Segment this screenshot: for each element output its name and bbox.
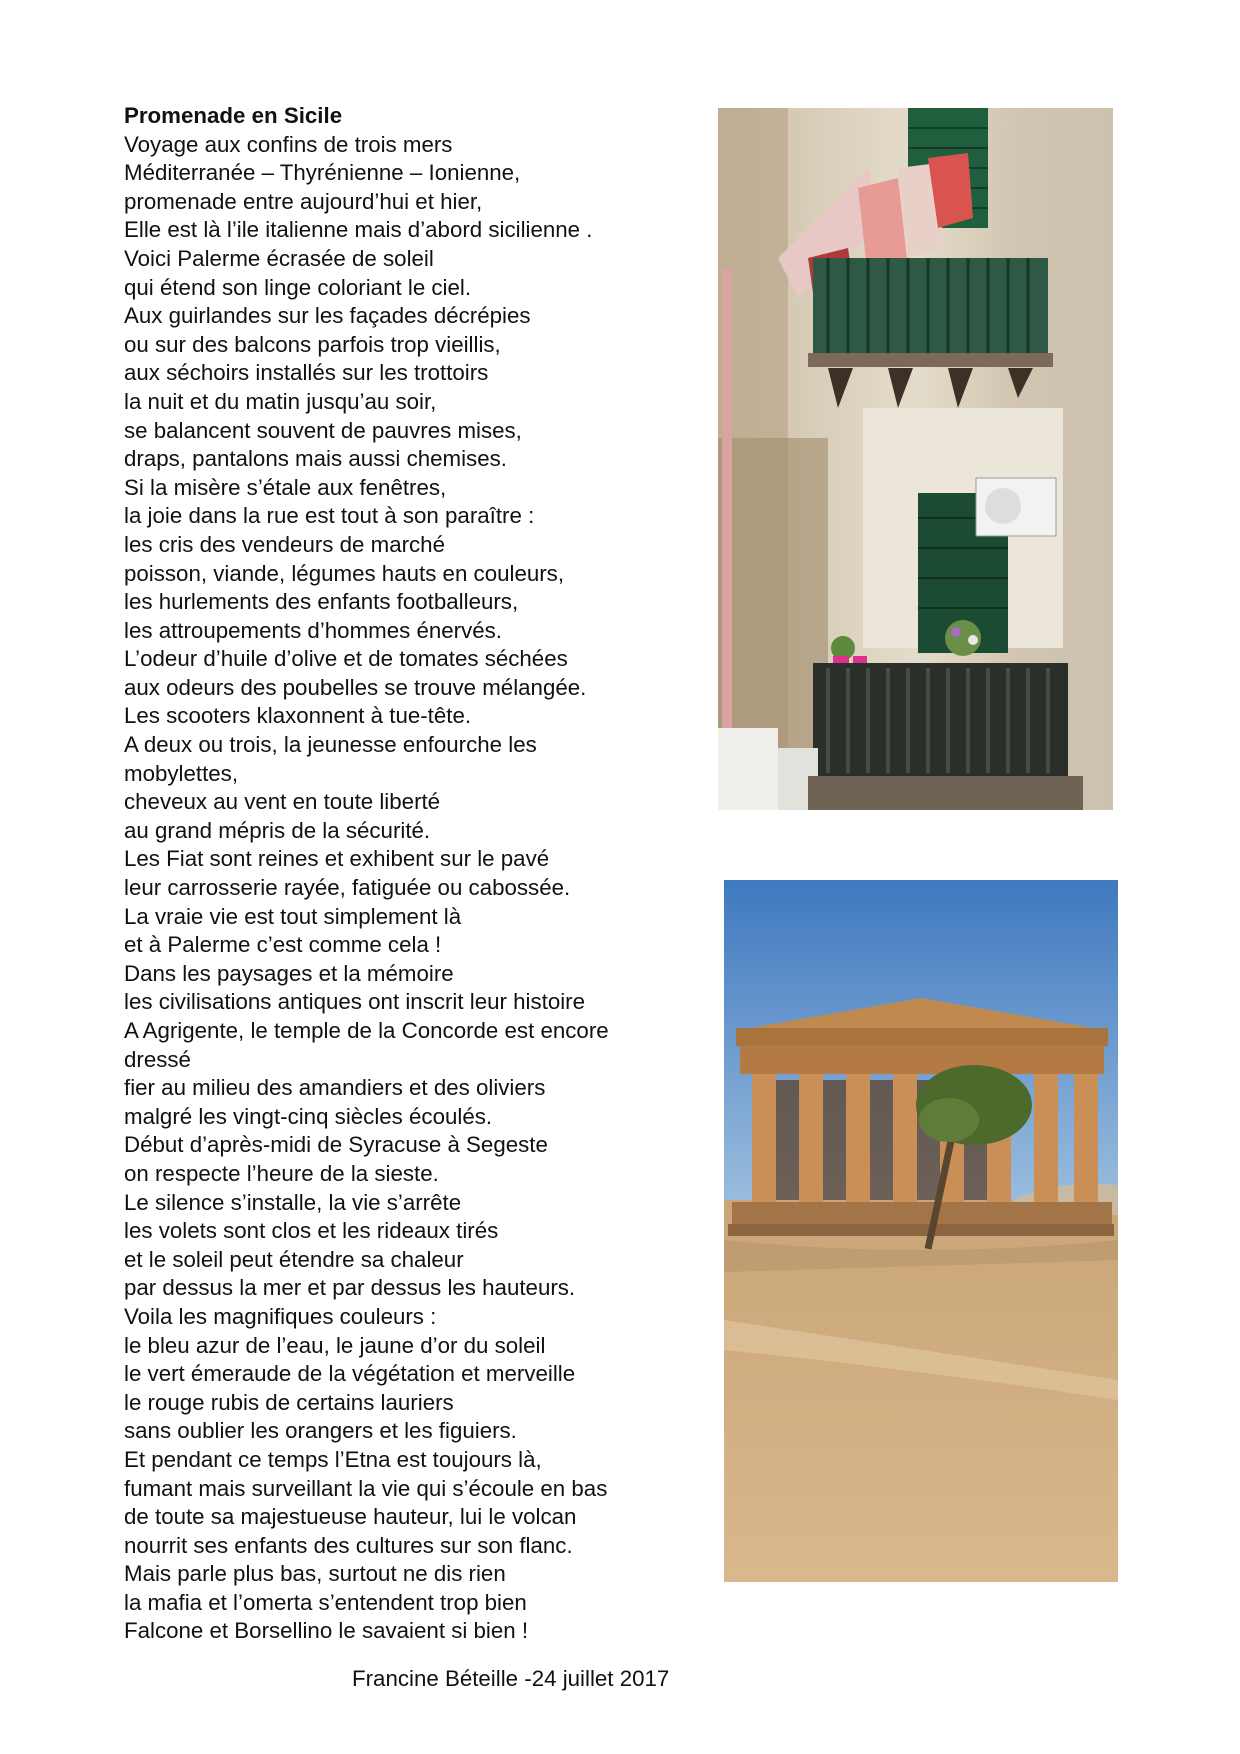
poem-line: se balancent souvent de pauvres mises, [124, 417, 522, 443]
poem-line: Falcone et Borsellino le savaient si bien ! [124, 1618, 529, 1644]
poem-line: L’odeur d’huile d’olive et de tomates séchées [124, 646, 568, 672]
poem-lines [124, 131, 694, 1646]
poem-line: les attroupements d’hommes énervés. [124, 617, 502, 643]
poem-line: Méditerranée – Thyrénienne – Ionienne, [124, 160, 521, 186]
poem-line: la joie dans la rue est tout à son paraître : [124, 503, 535, 529]
poem-line: qui étend son linge coloriant le ciel. [124, 274, 472, 300]
poem-line: poisson, viande, légumes hauts en couleurs, [124, 560, 565, 586]
poem-line: Les Fiat sont reines et exhibent sur le pavé [124, 846, 550, 872]
poem-line: les cris des vendeurs de marché [124, 531, 445, 557]
poem-line: Le silence s’installe, la vie s’arrête [124, 1189, 462, 1215]
poem-line: le vert émeraude de la végétation et merveille [124, 1361, 576, 1387]
poem-line: aux odeurs des poubelles se trouve mélangée. [124, 674, 587, 700]
poem-line: Si la misère s’étale aux fenêtres, [124, 474, 447, 500]
poem-line: mobylettes, [124, 760, 239, 786]
poem-line: cheveux au vent en toute liberté [124, 789, 441, 815]
poem-line: Début d’après-midi de Syracuse à Segeste [124, 1132, 548, 1158]
poem-line: de toute sa majestueuse hauteur, lui le volcan [124, 1504, 577, 1530]
poem-line: Elle est là l’ile italienne mais d’abord sicilienne . [124, 217, 593, 243]
poem-line: aux séchoirs installés sur les trottoirs [124, 360, 489, 386]
poem-line: dressé [124, 1046, 191, 1072]
poem-line: nourrit ses enfants des cultures sur son flanc. [124, 1532, 573, 1558]
poem-line: Voici Palerme écrasée de soleil [124, 245, 434, 271]
poem [124, 102, 694, 1646]
poem-line: sans oublier les orangers et les figuiers. [124, 1418, 517, 1444]
poem-line: le bleu azur de l’eau, le jaune d’or du soleil [124, 1332, 546, 1358]
poem-line: les hurlements des enfants footballeurs, [124, 589, 519, 615]
poem-title: Promenade en Sicile [124, 103, 343, 128]
poem-line: le rouge rubis de certains lauriers [124, 1389, 454, 1415]
poem-line: les volets sont clos et les rideaux tirés [124, 1218, 499, 1244]
poem-line: Voyage aux confins de trois mers [124, 131, 453, 157]
poem-line: par dessus la mer et par dessus les hauteurs. [124, 1275, 576, 1301]
poem-line: promenade entre aujourd’hui et hier, [124, 188, 483, 214]
poem-line: Aux guirlandes sur les façades décrépies [124, 303, 531, 329]
poem-line: A Agrigente, le temple de la Concorde est encore [124, 1018, 609, 1043]
poem-line: A deux ou trois, la jeunesse enfourche les [124, 732, 537, 758]
poem-line: Voila les magnifiques couleurs : [124, 1303, 437, 1329]
poem-line: ou sur des balcons parfois trop vieillis, [124, 331, 501, 357]
poem-line: on respecte l’heure de la sieste. [124, 1160, 439, 1186]
poem-line: Les scooters klaxonnent à tue-tête. [124, 703, 472, 729]
poem-line: fier au milieu des amandiers et des oliviers [124, 1075, 546, 1101]
agrigento-temple-photo [724, 880, 1118, 1582]
poem-line: Et pendant ce temps l’Etna est toujours là, [124, 1446, 542, 1472]
poem-line: et à Palerme c’est comme cela ! [124, 932, 442, 958]
poem-line: Mais parle plus bas, surtout ne dis rien [124, 1561, 506, 1587]
poem-line: draps, pantalons mais aussi chemises. [124, 446, 507, 472]
poem-line: au grand mépris de la sécurité. [124, 817, 431, 843]
poem-line: et le soleil peut étendre sa chaleur [124, 1246, 464, 1272]
poem-line: leur carrosserie rayée, fatiguée ou cabossée. [124, 875, 571, 901]
palermo-balcony-photo [718, 108, 1113, 810]
signature: Francine Béteille -24 juillet 2017 [352, 1666, 670, 1691]
poem-line: fumant mais surveillant la vie qui s’écoule en bas [124, 1475, 608, 1501]
poem-line: La vraie vie est tout simplement là [124, 903, 462, 929]
poem-line: Dans les paysages et la mémoire [124, 960, 454, 986]
poem-line: malgré les vingt-cinq siècles écoulés. [124, 1103, 493, 1129]
poem-line: la mafia et l’omerta s’entendent trop bien [124, 1589, 527, 1615]
poem-line: les civilisations antiques ont inscrit leur histoire [124, 989, 586, 1015]
poem-line: la nuit et du matin jusqu’au soir, [124, 388, 437, 414]
